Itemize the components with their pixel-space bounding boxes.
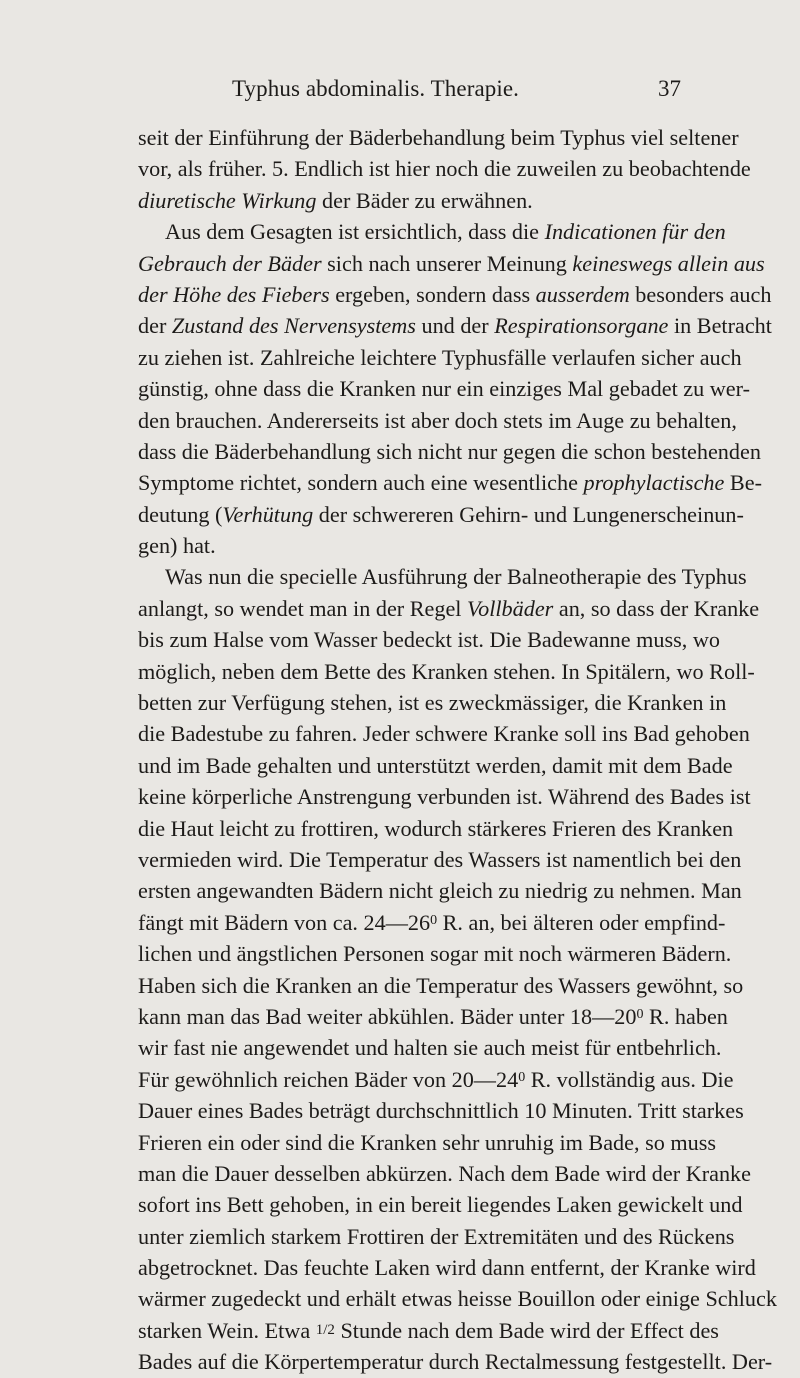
emphasis: ausserdem: [535, 281, 630, 307]
emphasis: Indicationen für den: [544, 219, 726, 245]
running-head: [0, 76, 800, 106]
emphasis: diuretische Wirkung: [138, 187, 317, 213]
text-line: diuretische Wirkung der Bäder zu erwähnen.: [138, 187, 533, 213]
text-line: möglich, neben dem Bette des Kranken stehen. In Spitälern, wo Roll-: [138, 658, 755, 684]
text-line: zu ziehen ist. Zahlreiche leichtere Typhusfälle verlaufen sicher auch: [138, 344, 742, 370]
emphasis: Vollbäder: [467, 595, 554, 621]
text-line: Haben sich die Kranken an die Temperatur des Wassers gewöhnt, so: [138, 972, 744, 998]
text-line: die Haut leicht zu frottiren, wodurch stärkeres Frieren des Kranken: [138, 815, 734, 841]
text-line: betten zur Verfügung stehen, ist es zweckmässiger, die Kranken in: [138, 690, 727, 716]
text-line: der Zustand des Nervensystems und der Respirationsorgane in Betracht: [138, 313, 772, 339]
fraction: 1/2: [315, 1321, 335, 1338]
emphasis: Verhütung: [222, 501, 314, 527]
degree-mark: 0: [636, 1006, 644, 1022]
text-line: Dauer eines Bades beträgt durchschnittlich 10 Minuten. Tritt starkes: [138, 1098, 744, 1124]
text-line: abgetrocknet. Das feuchte Laken wird dann entfernt, der Kranke wird: [138, 1255, 756, 1281]
emphasis: Respirationsorgane: [494, 313, 669, 339]
text-line: starken Wein. Etwa 1/2 Stunde nach dem Bade wird der Effect des: [138, 1317, 719, 1343]
text-line: fängt mit Bädern von ca. $24—26^0$ R. an, bei älteren oder empfind-: [138, 909, 726, 935]
text-line: Aus dem Gesagten ist ersichtlich, dass die Indicationen für den: [165, 219, 726, 245]
emphasis: Gebrauch der Bäder: [138, 250, 322, 276]
emphasis: Zustand des Nervensystems: [171, 313, 416, 339]
text-line: keine körperliche Anstrengung verbunden ist. Während des Bades ist: [138, 784, 751, 810]
text-line: den brauchen. Andererseits ist aber doch stets im Auge zu behalten,: [138, 407, 737, 433]
text-line: vermieden wird. Die Temperatur des Wassers ist namentlich bei den: [138, 846, 742, 872]
text-line: kann man das Bad weiter abkühlen. Bäder unter $18—20^0$ R. haben: [138, 1003, 728, 1029]
text-line: ersten angewandten Bädern nicht gleich zu niedrig zu nehmen. Man: [138, 878, 742, 904]
text-line: seit der Einführung der Bäderbehandlung beim Typhus viel seltener: [138, 125, 739, 150]
text-line: sofort ins Bett gehoben, in ein bereit liegendes Laken gewickelt und: [138, 1192, 743, 1218]
body-text: [138, 122, 777, 1378]
text-line: dass die Bäderbehandlung sich nicht nur gegen die schon bestehenden: [138, 438, 761, 464]
degree-mark: 0: [430, 912, 438, 928]
text-line: lichen und ängstlichen Personen sogar mit noch wärmeren Bädern.: [138, 941, 732, 967]
text-line: Symptome richtet, sondern auch eine wesentliche prophylactische Be-: [138, 470, 762, 496]
text-line: anlangt, so wendet man in der Regel Vollbäder an, so dass der Kranke: [138, 595, 760, 621]
text-line: Frieren ein oder sind die Kranken sehr unruhig im Bade, so muss: [138, 1129, 716, 1155]
text-line: man die Dauer desselben abkürzen. Nach dem Bade wird der Kranke: [138, 1160, 751, 1186]
text-line: gen) hat.: [138, 533, 216, 559]
text-line: günstig, ohne dass die Kranken nur ein einziges Mal gebadet zu wer-: [138, 376, 750, 402]
text-line: unter ziemlich starkem Frottiren der Extremitäten und des Rückens: [138, 1223, 735, 1249]
degree-mark: 0: [518, 1069, 526, 1085]
text-line: deutung (Verhütung der schwereren Gehirn- und Lungenerscheinun-: [138, 501, 744, 527]
text-line: vor, als früher. 5. Endlich ist hier noch die zuweilen zu beobachtende: [138, 156, 751, 182]
text-line: Was nun die specielle Ausführung der Balneotherapie des Typhus: [165, 564, 747, 590]
text-line: bis zum Halse vom Wasser bedeckt ist. Die Badewanne muss, wo: [138, 627, 720, 653]
emphasis: der Höhe des Fiebers: [138, 281, 330, 307]
emphasis: keineswegs allein aus: [572, 250, 765, 276]
text-line: und im Bade gehalten und unterstützt werden, damit mit dem Bade: [138, 752, 733, 778]
text-line: wärmer zugedeckt und erhält etwas heisse Bouillon oder einige Schluck: [138, 1286, 777, 1312]
text-line: Bades auf die Körpertemperatur durch Rectalmessung festgestellt. Der-: [138, 1349, 773, 1375]
running-title: Typhus abdominalis. Therapie.: [232, 76, 520, 101]
text-line: die Badestube zu fahren. Jeder schwere Kranke soll ins Bad gehoben: [138, 721, 750, 747]
emphasis: prophylactische: [583, 470, 725, 496]
text-line: Für gewöhnlich reichen Bäder von $20—24^0$ R. vollständig aus. Die: [138, 1066, 734, 1092]
text-line: Gebrauch der Bäder sich nach unserer Meinung keineswegs allein aus: [138, 250, 765, 276]
text-line: der Höhe des Fiebers ergeben, sondern dass ausserdem besonders auch: [138, 281, 772, 307]
text-line: wir fast nie angewendet und halten sie auch meist für entbehrlich.: [138, 1035, 722, 1061]
page-number: 37: [658, 76, 681, 101]
